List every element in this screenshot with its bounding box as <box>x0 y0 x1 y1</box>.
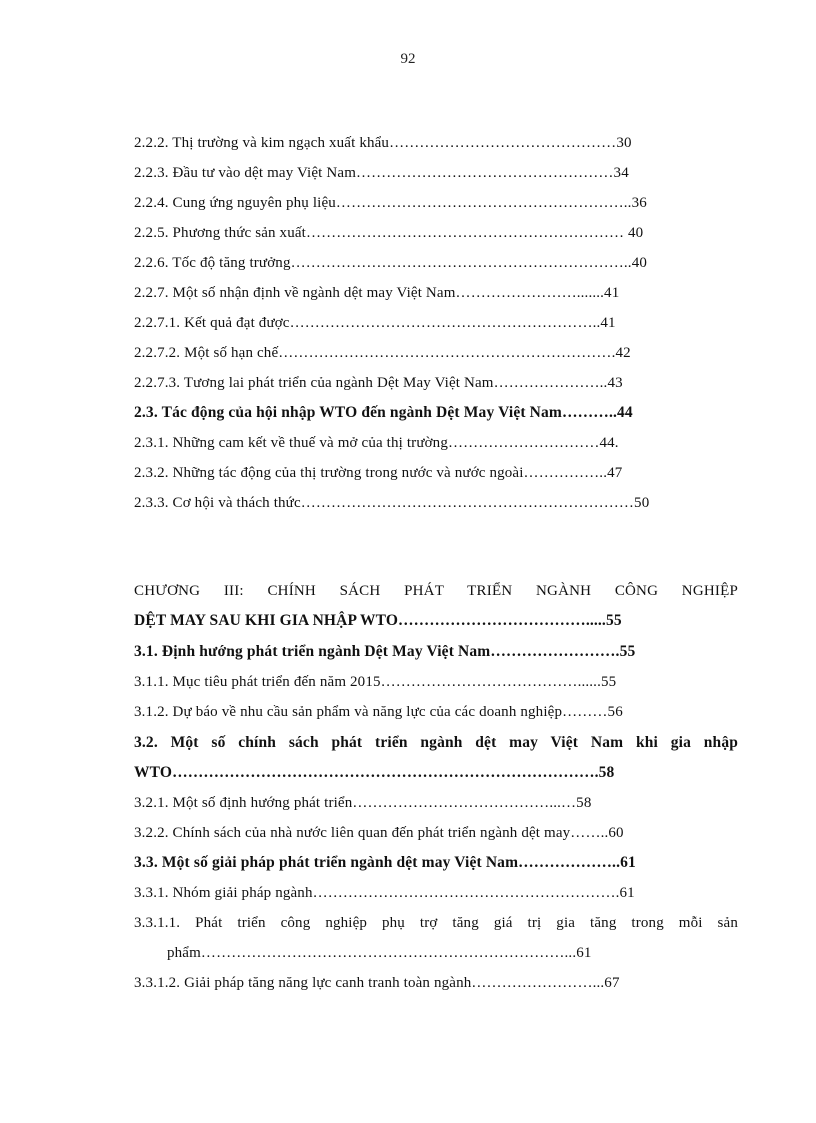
toc-chapter-3-heading[interactable]: CHƯƠNG III: CHÍNH SÁCH PHÁT TRIỂN NGÀNH CÔNG NGHIỆP <box>134 583 738 599</box>
toc-entry-3-3-1[interactable]: 3.3.1. Nhóm giải pháp ngành…………………………………………………….61 <box>134 885 635 901</box>
toc-entry-3-3[interactable]: 3.3. Một số giải pháp phát triển ngành dệt may Việt Nam………………..61 <box>134 854 636 871</box>
toc-entry-2-2-4[interactable]: 2.2.4. Cung ứng nguyên phụ liệu…………………………………………………..36 <box>134 195 647 211</box>
toc-entry-2-2-7-1[interactable]: 2.2.7.1. Kết quả đạt được……………………………………………………..41 <box>134 315 616 331</box>
toc-entry-2-3-2[interactable]: 2.3.2. Những tác động của thị trường trong nước và nước ngoài……………..47 <box>134 465 623 481</box>
toc-entry-3-2-cont[interactable]: WTO……………………………………………………………………….58 <box>134 764 615 781</box>
toc-entry-2-2-6[interactable]: 2.2.6. Tốc độ tăng trưởng…………………………………………………………..40 <box>134 255 647 271</box>
toc-entry-3-1-2[interactable]: 3.1.2. Dự báo về nhu cầu sản phẩm và năng lực của các doanh nghiệp………56 <box>134 704 623 720</box>
toc-entry-3-2-2[interactable]: 3.2.2. Chính sách của nhà nước liên quan đến phát triển ngành dệt may……..60 <box>134 825 624 841</box>
toc-entry-2-2-7-3[interactable]: 2.2.7.3. Tương lai phát triển của ngành Dệt May Việt Nam…………………..43 <box>134 375 623 391</box>
toc-entry-2-2-7[interactable]: 2.2.7. Một số nhận định về ngành dệt may Việt Nam…………………….......41 <box>134 285 620 301</box>
toc-chapter-3-heading-cont[interactable]: DỆT MAY SAU KHI GIA NHẬP WTO……………………………….....55 <box>134 612 622 629</box>
toc-entry-3-3-1-2[interactable]: 3.3.1.2. Giải pháp tăng năng lực canh tranh toàn ngành……………………...67 <box>134 975 620 991</box>
toc-entry-3-2[interactable]: 3.2. Một số chính sách phát triển ngành dệt may Việt Nam khi gia nhập <box>134 734 738 751</box>
toc-entry-3-1[interactable]: 3.1. Định hướng phát triển ngành Dệt May Việt Nam…………………….55 <box>134 643 636 660</box>
toc-entry-2-3[interactable]: 2.3. Tác động của hội nhập WTO đến ngành Dệt May Việt Nam………..44 <box>134 404 633 421</box>
toc-entry-3-1-1[interactable]: 3.1.1. Mục tiêu phát triển đến năm 2015…………………………………......55 <box>134 674 617 690</box>
toc-entry-3-3-1-1[interactable]: 3.3.1.1. Phát triển công nghiệp phụ trợ tăng giá trị gia tăng trong mỗi sản <box>134 915 738 931</box>
toc-entry-2-2-7-2[interactable]: 2.2.7.2. Một số hạn chế………………………………………………………….42 <box>134 345 631 361</box>
toc-entry-2-2-3[interactable]: 2.2.3. Đầu tư vào dệt may Việt Nam……………………………………………34 <box>134 165 629 181</box>
toc-entry-2-3-1[interactable]: 2.3.1. Những cam kết về thuế và mở của thị trường…………………………44. <box>134 435 619 451</box>
toc-entry-2-3-3[interactable]: 2.3.3. Cơ hội và thách thức…………………………………………………………50 <box>134 495 650 511</box>
toc-entry-2-2-2[interactable]: 2.2.2. Thị trường và kim ngạch xuất khẩu………………………………………30 <box>134 135 632 151</box>
toc-entry-2-2-5[interactable]: 2.2.5. Phương thức sản xuất……………………………………………………… 40 <box>134 225 644 241</box>
toc-entry-3-2-1[interactable]: 3.2.1. Một số định hướng phát triển…………………………………...…58 <box>134 795 592 811</box>
toc-entry-3-3-1-1-cont[interactable]: phẩm………………………………………………………………...61 <box>167 945 592 961</box>
page-number: 92 <box>400 51 416 67</box>
